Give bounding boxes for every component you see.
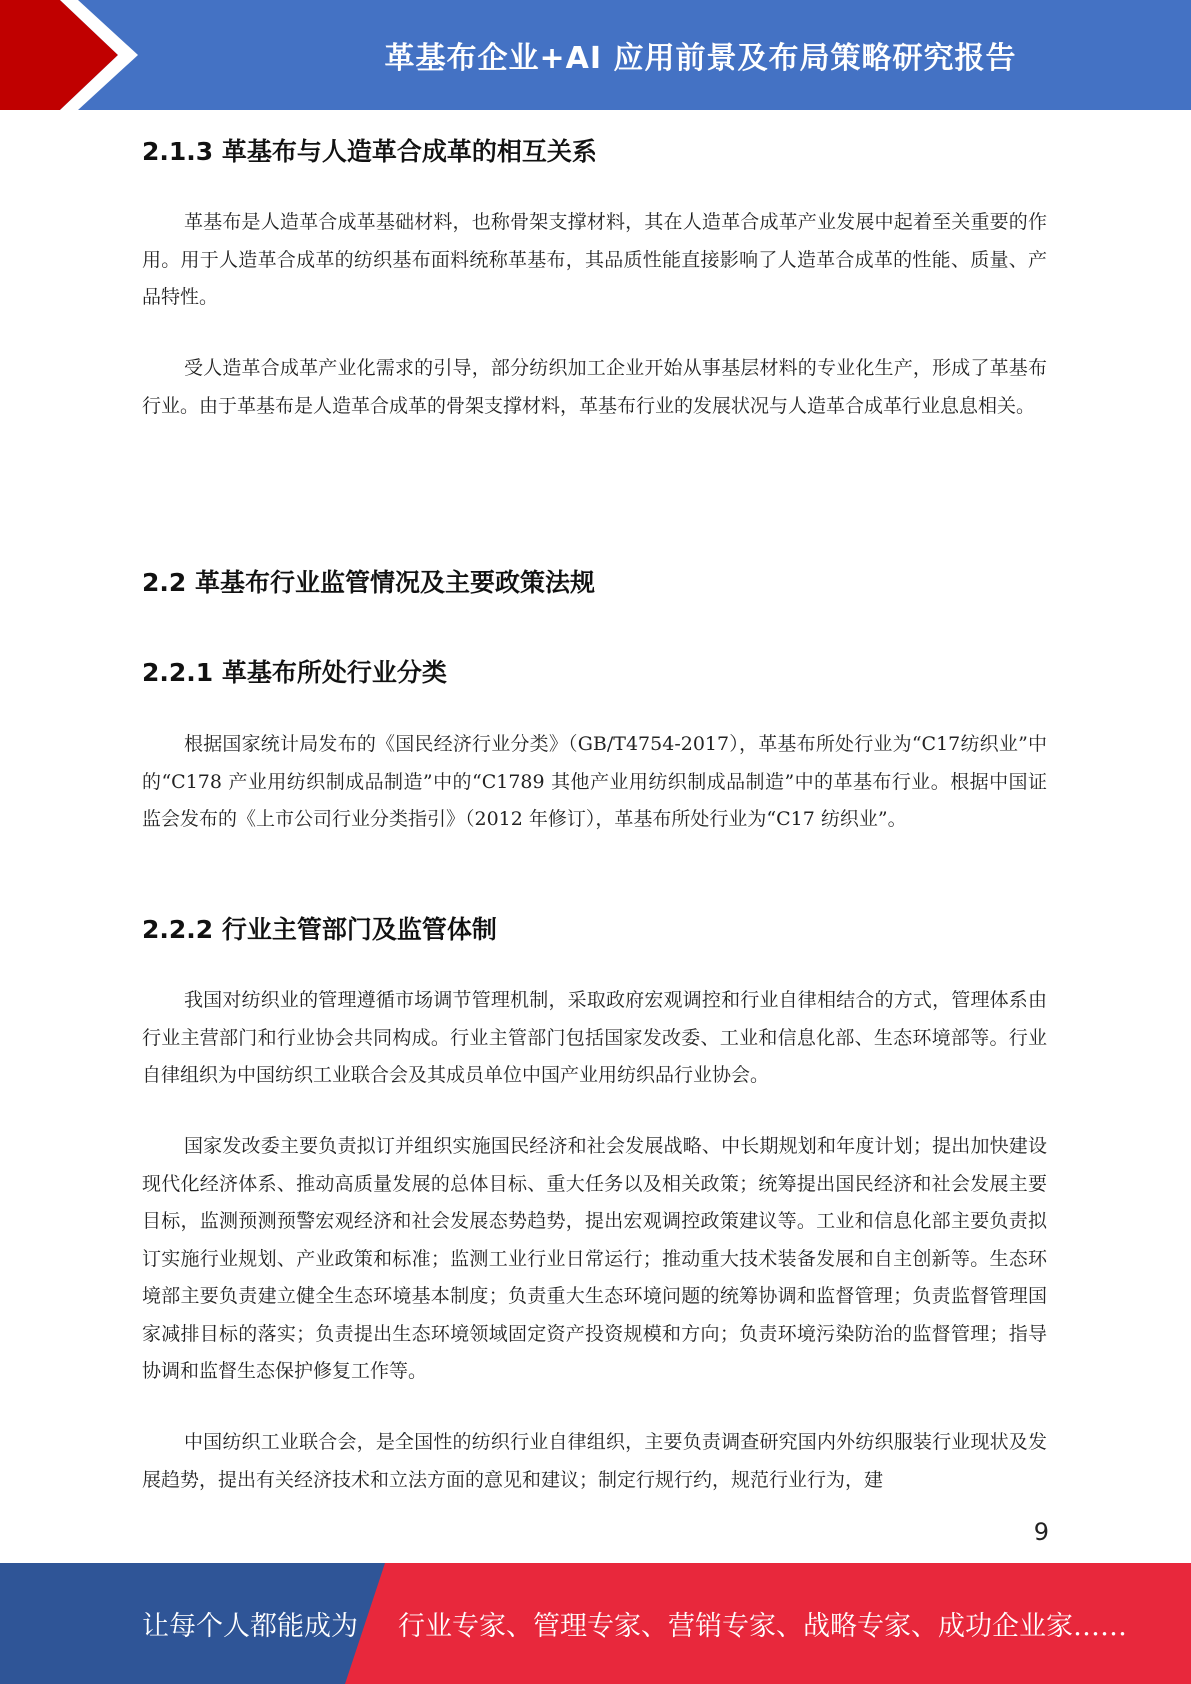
- footer-slogan-right: 行业专家、管理专家、营销专家、战略专家、成功企业家……: [398, 1611, 1127, 1642]
- page-header: [0, 0, 1191, 110]
- paragraph: 革基布是人造革合成革基础材料，也称骨架支撑材料，其在人造革合成革产业发展中起着至关重要的作用。用于人造革合成革的纺织基布面料统称革基布，其品质性能直接影响了人造革合成革的性能、质量、产品特性。: [142, 211, 1047, 308]
- section-heading-2-2-1: 2.2.1 革基布所处行业分类: [142, 658, 447, 687]
- paragraph: 国家发改委主要负责拟订并组织实施国民经济和社会发展战略、中长期规划和年度计划；提出加快建设现代化经济体系、推动高质量发展的总体目标、重大任务以及相关政策；统筹提出国民经济和社会发展主要目标，监测预测预警宏观经济和社会发展态势趋势，提出宏观调控政策建议等。工业和信息化部主要负责拟订实施行业规划、产业政策和标准；监测工业行业日常运行；推动重大技术装备发展和自主创新等。生态环境部主要负责建立健全生态环境基本制度；负责重大生态环境问题的统筹协调和监督管理；负责监督管理国家减排目标的落实；负责提出生态环境领域固定资产投资规模和方向；负责环境污染防治的监督管理；指导协调和监督生态保护修复工作等。: [142, 1135, 1047, 1382]
- paragraph: 受人造革合成革产业化需求的引导，部分纺织加工企业开始从事基层材料的专业化生产，形成了革基布行业。由于革基布是人造革合成革的骨架支撑材料，革基布行业的发展状况与人造革合成革行业息息相关。: [142, 357, 1047, 417]
- section-heading-2-2-2: 2.2.2 行业主管部门及监管体制: [142, 915, 497, 944]
- report-title: 革基布企业+AI 应用前景及布局策略研究报告: [384, 41, 1017, 76]
- header-red-chevron: [0, 0, 150, 110]
- page-number: 9: [1033, 1518, 1049, 1546]
- paragraph: 中国纺织工业联合会，是全国性的纺织行业自律组织，主要负责调查研究国内外纺织服装行业现状及发展趋势，提出有关经济技术和立法方面的意见和建议；制定行规行约，规范行业行为，建: [142, 1431, 1047, 1491]
- footer-slogan-left: 让每个人都能成为: [142, 1611, 358, 1642]
- page-footer: [0, 1563, 1191, 1684]
- section-heading-2-2: 2.2 革基布行业监管情况及主要政策法规: [142, 568, 595, 597]
- paragraph: 我国对纺织业的管理遵循市场调节管理机制，采取政府宏观调控和行业自律相结合的方式，管理体系由行业主营部门和行业协会共同构成。行业主管部门包括国家发改委、工业和信息化部、生态环境部等。行业自律组织为中国纺织工业联合会及其成员单位中国产业用纺织品行业协会。: [142, 989, 1047, 1086]
- paragraph: 根据国家统计局发布的《国民经济行业分类》（GB/T4754-2017），革基布所处行业为“C17纺织业”中的“C178 产业用纺织制成品制造”中的“C1789 其他产业用纺织制成品制造”中的革基布行业。根据中国证监会发布的《上市公司行业分类指引》（2012 年修订），革基布所处行业为“C17 纺织业”。: [142, 733, 1047, 830]
- section-heading-2-1-3: 2.1.3 革基布与人造革合成革的相互关系: [142, 137, 597, 166]
